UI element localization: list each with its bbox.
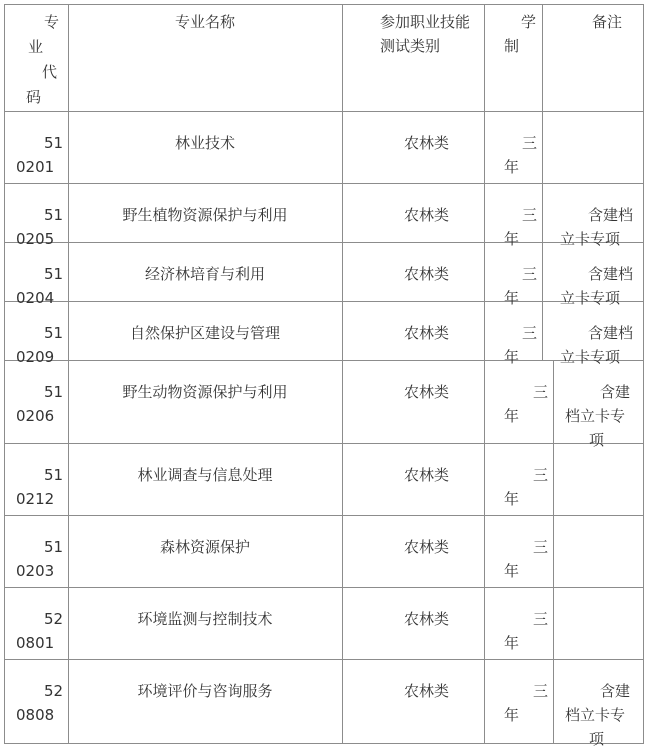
code-cell: 0801 [16, 634, 55, 652]
code-cell: 0205 [16, 230, 55, 248]
category-cell: 农林类 [404, 324, 450, 342]
duration-cell: 三 [532, 538, 548, 556]
row-divider [4, 360, 644, 361]
duration-cell: 三 [532, 466, 548, 484]
duration-cell: 三 [521, 134, 537, 152]
row-divider [4, 301, 644, 302]
duration-cell: 年 [504, 562, 520, 580]
column-divider [342, 4, 343, 743]
code-cell: 51 [44, 538, 64, 556]
duration-cell: 三 [521, 206, 537, 224]
column-divider [542, 4, 543, 111]
major-name-cell: 森林资源保护 [159, 538, 250, 556]
code-cell: 51 [44, 265, 64, 283]
duration-cell: 年 [504, 634, 520, 652]
row-divider [4, 111, 644, 112]
row-divider [4, 659, 644, 660]
code-cell: 0201 [16, 158, 55, 176]
column-divider [68, 4, 69, 743]
column-divider [484, 4, 485, 743]
duration-cell: 年 [504, 706, 520, 724]
remark-cell: 项 [589, 431, 605, 449]
code-cell: 51 [44, 134, 64, 152]
column-divider [553, 443, 554, 515]
code-cell: 51 [44, 383, 64, 401]
major-name-cell: 环境监测与控制技术 [137, 610, 273, 628]
category-cell: 农林类 [404, 466, 450, 484]
category-cell: 农林类 [404, 206, 450, 224]
major-name-cell: 野生动物资源保护与利用 [122, 383, 288, 401]
code-cell: 0212 [16, 490, 55, 508]
column-divider [542, 111, 543, 183]
code-cell: 52 [44, 610, 64, 628]
row-divider [4, 183, 644, 184]
table-border-left [4, 4, 5, 743]
duration-cell: 年 [504, 230, 520, 248]
major-name-cell: 林业调查与信息处理 [137, 466, 273, 484]
row-divider [4, 587, 644, 588]
duration-cell: 三 [532, 682, 548, 700]
major-name-cell: 林业技术 [174, 134, 235, 152]
remark-cell: 含建 [599, 383, 630, 401]
code-cell: 51 [44, 466, 64, 484]
duration-cell: 三 [532, 383, 548, 401]
row-divider [4, 443, 644, 444]
remark-cell: 立卡专项 [560, 348, 621, 366]
header-duration-label: 制 [504, 37, 520, 55]
code-cell: 51 [44, 206, 64, 224]
row-divider [4, 515, 644, 516]
code-cell: 0204 [16, 289, 55, 307]
code-cell: 0206 [16, 407, 55, 425]
header-code-label: 码 [26, 88, 42, 106]
code-cell: 0203 [16, 562, 55, 580]
remark-cell: 含建档 [587, 206, 633, 224]
category-cell: 农林类 [404, 265, 450, 283]
major-name-cell: 自然保护区建设与管理 [129, 324, 280, 342]
remark-cell: 项 [589, 730, 605, 748]
header-code-label: 代 [42, 63, 58, 81]
major-name-cell: 野生植物资源保护与利用 [122, 206, 288, 224]
remark-cell: 档立卡专 [565, 407, 626, 425]
code-cell: 51 [44, 324, 64, 342]
header-name-label: 专业名称 [174, 13, 235, 31]
category-cell: 农林类 [404, 682, 450, 700]
duration-cell: 年 [504, 289, 520, 307]
duration-cell: 年 [504, 348, 520, 366]
table-border-right [643, 4, 644, 743]
remark-cell: 含建档 [587, 324, 633, 342]
remark-cell: 档立卡专 [565, 706, 626, 724]
row-divider [4, 743, 644, 744]
duration-cell: 年 [504, 407, 520, 425]
header-category-label: 参加职业技能 [380, 13, 471, 31]
code-cell: 0808 [16, 706, 55, 724]
code-cell: 52 [44, 682, 64, 700]
header-code-label: 专 [44, 13, 60, 31]
remark-cell: 立卡专项 [560, 289, 621, 307]
remark-cell: 立卡专项 [560, 230, 621, 248]
remark-cell: 含建 [599, 682, 630, 700]
duration-cell: 三 [521, 324, 537, 342]
header-category-label: 测试类别 [380, 37, 441, 55]
row-divider [4, 242, 644, 243]
category-cell: 农林类 [404, 134, 450, 152]
major-name-cell: 经济林培育与利用 [144, 265, 265, 283]
major-name-cell: 环境评价与咨询服务 [137, 682, 273, 700]
header-duration-label: 学 [521, 13, 537, 31]
duration-cell: 年 [504, 158, 520, 176]
category-cell: 农林类 [404, 610, 450, 628]
row-divider [4, 4, 644, 5]
header-remark-label: 备注 [592, 13, 623, 31]
duration-cell: 三 [532, 610, 548, 628]
duration-cell: 年 [504, 490, 520, 508]
duration-cell: 三 [521, 265, 537, 283]
column-divider [553, 587, 554, 659]
header-code-label: 业 [28, 38, 44, 56]
code-cell: 0209 [16, 348, 55, 366]
category-cell: 农林类 [404, 383, 450, 401]
category-cell: 农林类 [404, 538, 450, 556]
column-divider [553, 515, 554, 587]
remark-cell: 含建档 [587, 265, 633, 283]
